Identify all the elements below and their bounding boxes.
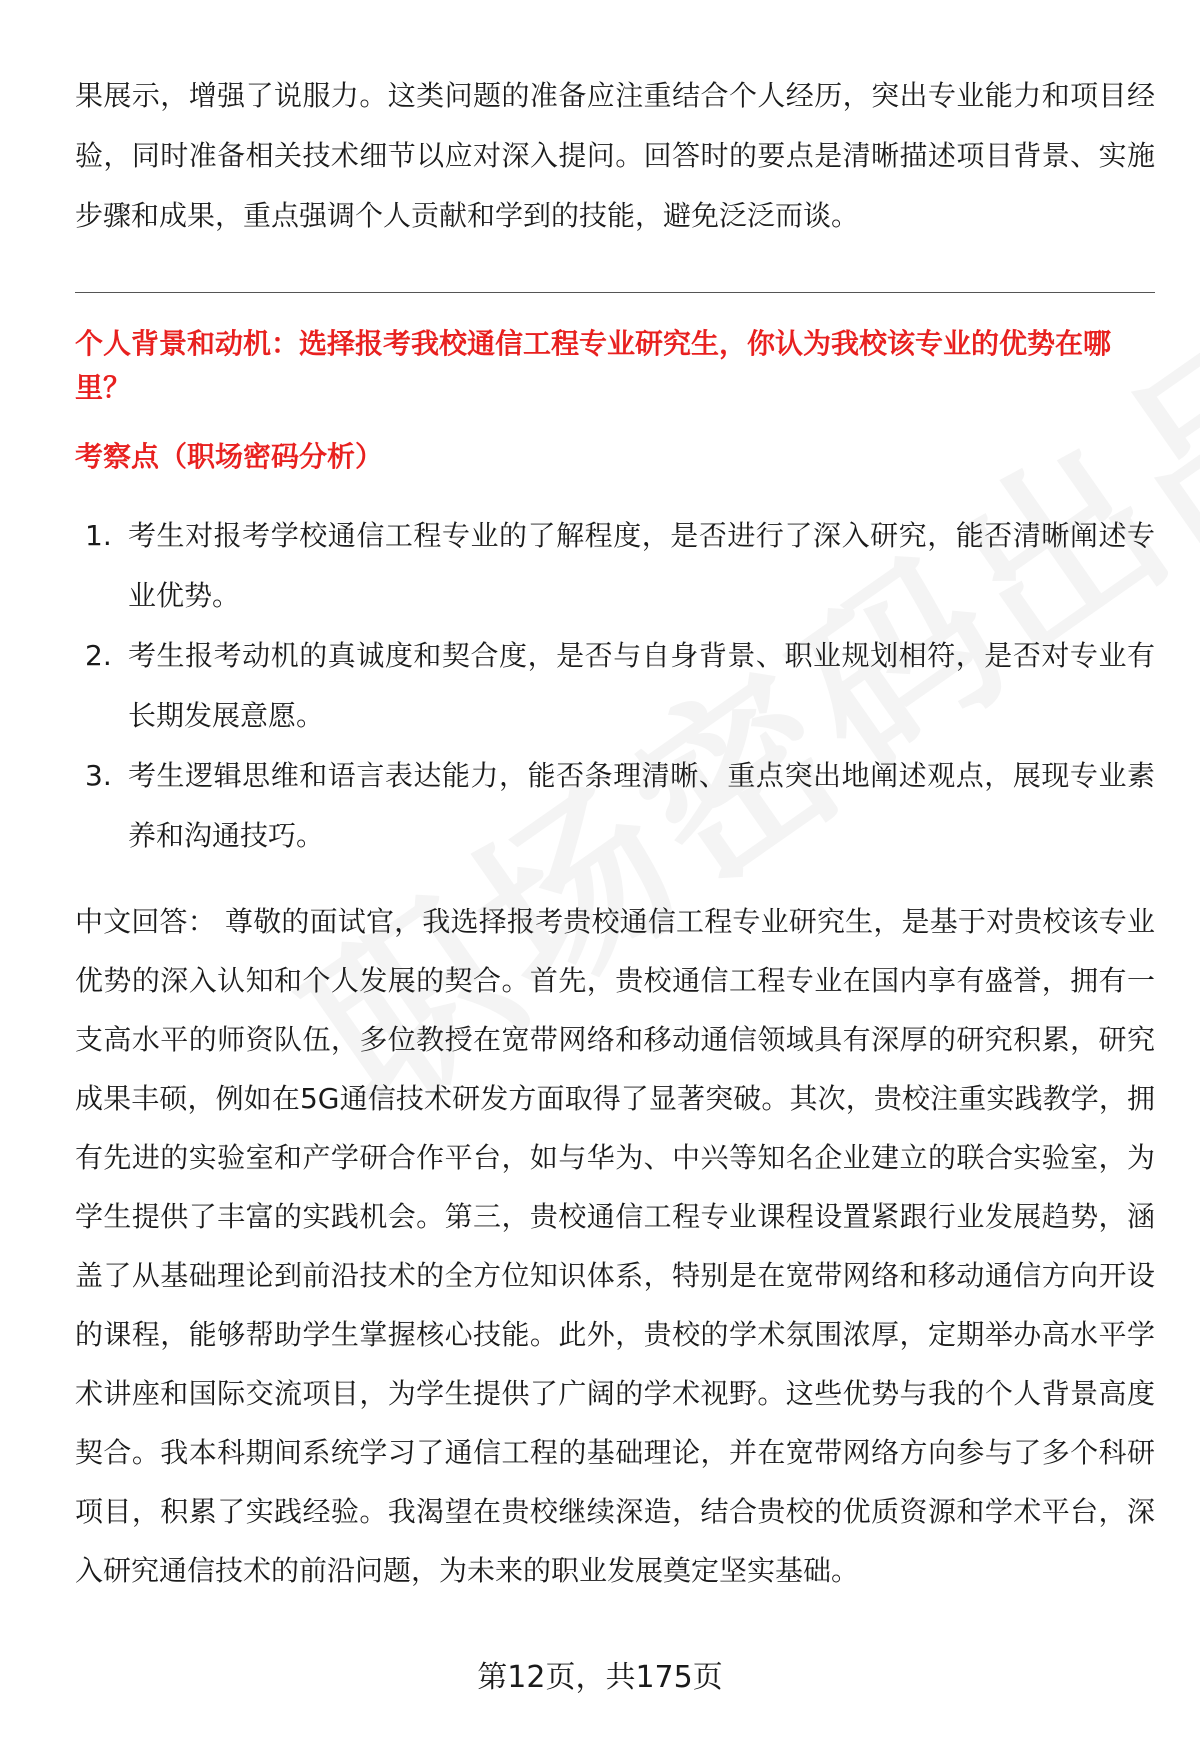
focus-item — [75, 506, 1155, 626]
focus-item-number: 2. — [85, 639, 112, 672]
focus-item-number: 1. — [85, 519, 112, 552]
previous-section — [75, 66, 1155, 246]
question-heading: 个人背景和动机：选择报考我校通信工程专业研究生，你认为我校该专业的优势在哪里？ — [75, 327, 1112, 404]
page-number: 第12页，共175页 — [477, 1660, 723, 1695]
section-divider — [75, 292, 1155, 293]
focus-title: 考察点（职场密码分析） — [75, 440, 384, 473]
focus-item — [75, 746, 1155, 866]
answer-paragraph: 中文回答： 尊敬的面试官，我选择报考贵校通信工程专业研究生，是基于对贵校该专业优势的深入认知和个人发展的契合。首先，贵校通信工程专业在国内享有盛誉，拥有一支高水平的师资队伍，多位教授在宽带网络和移动通信领域具有深厚的研究积累，研究成果丰硕，例如在5G通信技术研发方面取得了显著突破。其次，贵校注重实践教学，拥有先进的实验室和产学研合作平台，如与华为、中兴等知名企业建立的联合实验室，为学生提供了丰富的实践机会。第三，贵校通信工程专业课程设置紧跟行业发展趋势，涵盖了从基础理论到前沿技术的全方位知识体系，特别是在宽带网络和移动通信方向开设的课程，能够帮助学生掌握核心技能。此外，贵校的学术氛围浓厚，定期举办高水平学术讲座和国际交流项目，为学生提供了广阔的学术视野。这些优势与我的个人背景高度契合。我本科期间系统学习了通信工程的基础理论，并在宽带网络方向参与了多个科研项目，积累了实践经验。我渴望在贵校继续深造，结合贵校的优质资源和学术平台，深入研究通信技术的前沿问题，为未来的职业发展奠定坚实基础。 — [75, 905, 1155, 1587]
focus-item — [75, 626, 1155, 746]
focus-item-text: 考生逻辑思维和语言表达能力，能否条理清晰、重点突出地阐述观点，展现专业素养和沟通技巧。 — [128, 759, 1155, 852]
focus-item-text: 考生对报考学校通信工程专业的了解程度，是否进行了深入研究，能否清晰阐述专业优势。 — [128, 519, 1155, 612]
focus-item-text: 考生报考动机的真诚度和契合度，是否与自身背景、职业规划相符，是否对专业有长期发展意愿。 — [128, 639, 1155, 732]
focus-item-number: 3. — [85, 759, 112, 792]
previous-paragraph: 果展示，增强了说服力。这类问题的准备应注重结合个人经历，突出专业能力和项目经验，同时准备相关技术细节以应对深入提问。回答时的要点是清晰描述项目背景、实施步骤和成果，重点强调个人贡献和学到的技能，避免泛泛而谈。 — [75, 79, 1155, 232]
focus-list — [75, 506, 1155, 866]
